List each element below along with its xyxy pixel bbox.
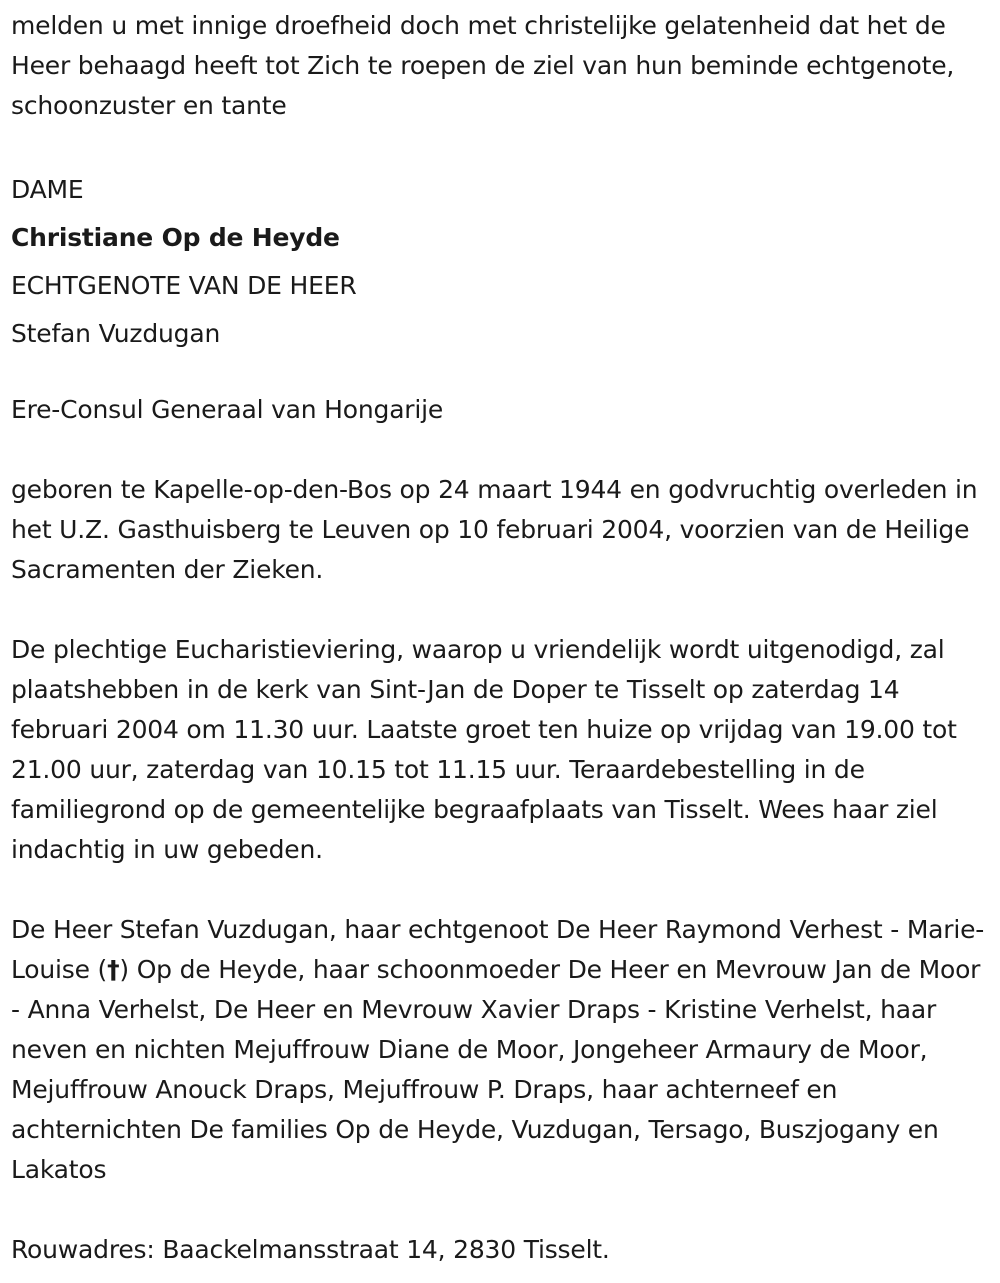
family-text-part-2: ) Op de Heyde, haar schoonmoeder De Heer en Mevrouw Jan de Moor - Anna Verhelst, De Heer en Mevrouw Xavier Draps - Kristine Verhelst, haar neven en nichten Mejuffrouw Diane de Moor, Jongeheer Armaury de Moor, Mejuffrouw Anouck Draps, Mejuffrouw P. Draps, haar achterneef en achternichten De families Op de Heyde, Vuzdugan, Tersago, Buszjogany en Lakatos — [11, 955, 981, 1184]
intro-paragraph: melden u met innige droefheid doch met christelijke gelatenheid dat het de Heer behaagd heeft tot Zich te roepen de ziel van hun beminde echtgenote, schoonzuster en tante — [11, 11, 955, 120]
title-line: DAME — [11, 175, 84, 204]
birth-death-paragraph: geboren te Kapelle-op-den-Bos op 24 maart 1944 en godvruchtig overleden in het U.Z. Gasthuisberg te Leuven op 10 februari 2004, voorzien van de Heilige Sacramenten der Zieken. — [11, 475, 978, 584]
spouse-name: Stefan Vuzdugan — [11, 319, 221, 348]
honorary-title: Ere-Consul Generaal van Hongarije — [11, 395, 444, 424]
ceremony-paragraph: De plechtige Eucharistieviering, waarop u vriendelijk wordt uitgenodigd, zal plaatshebben in de kerk van Sint-Jan de Doper te Tisselt op zaterdag 14 februari 2004 om 11.30 uur. Laatste groet ten huize op vrijdag van 19.00 tot 21.00 uur, zaterdag van 10.15 tot 11.15 uur. Teraardebestelling in de familiegrond op de gemeentelijke begraafplaats van Tisselt. Wees haar ziel indachtig in uw gebeden. — [11, 635, 957, 864]
obituary-document — [11, 6, 993, 1270]
family-paragraph — [11, 910, 993, 1190]
mourning-address: Rouwadres: Baackelmansstraat 14, 2830 Tisselt. — [11, 1235, 610, 1264]
spouse-label: ECHTGENOTE VAN DE HEER — [11, 271, 357, 300]
deceased-name: Christiane Op de Heyde — [11, 223, 340, 252]
cross-icon: † — [107, 955, 120, 984]
family-text-part-1: De Heer Stefan Vuzdugan, haar echtgenoot De Heer Raymond Verhest - Marie-Louise ( — [11, 915, 985, 984]
